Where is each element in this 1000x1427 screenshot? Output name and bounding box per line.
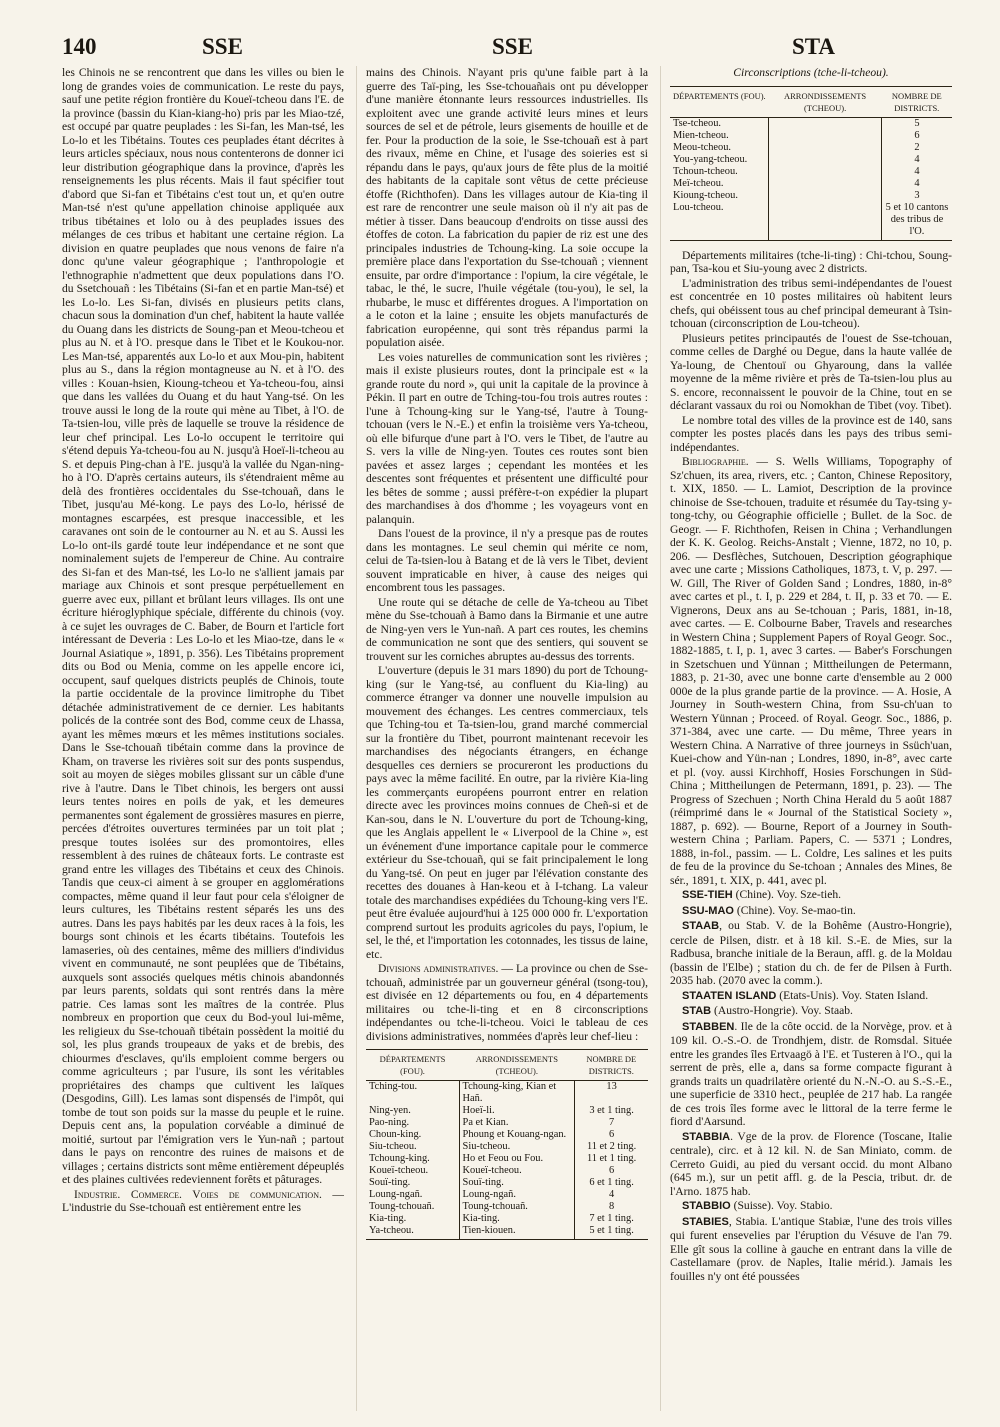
table-row: [670, 130, 952, 142]
entry-text: (Suisse). Voy. Stabio.: [730, 1199, 833, 1212]
table-cell: 8: [575, 1201, 648, 1213]
table-cell: Meou-tcheou.: [673, 141, 731, 153]
table-row: [366, 1141, 648, 1153]
table-cell: Souï-ting.: [369, 1177, 411, 1188]
table-cell: Pao-ning.: [369, 1117, 410, 1128]
table-cell: [769, 130, 882, 142]
paragraph-principalities: Plusieurs petites principautés de l'ouest de Sse-tchouan, comme celles de Darghé ou Degue, dans la haute vallée de Ya-loung, de Chentouï ou Ghyaroung, dans la vallée moyenne de la même rivière et près de Ta-tsien-lou plus au S. encore, reconnaissent le pouvoir de la Chine, tout en se déclarant vassaux du roi ou Nomokhan de Tibet (voy. Tibet).: [670, 331, 952, 412]
table-cell: Toung-tchouañ.: [459, 1201, 575, 1213]
table-cell: 7 et 1 ting.: [575, 1213, 648, 1225]
table-cell: Siu-tcheou.: [369, 1141, 417, 1152]
table-header-districts: NOMBRE DE DISTRICTS.: [575, 1050, 648, 1081]
table-row: [670, 142, 952, 154]
entry-text: (Austro-Hongrie). Voy. Staab.: [711, 1004, 853, 1017]
paragraph-industry-text: — L'industrie du Sse-tchouañ est entièrement entre les: [62, 1187, 344, 1214]
section-heading-industry: Industrie. Commerce. Voies de communication.: [74, 1187, 322, 1201]
table-cell: Ya-tcheou.: [366, 1225, 459, 1240]
table-cell: 5 et 1 ting.: [575, 1225, 648, 1240]
table-cell: Choun-king.: [369, 1129, 422, 1140]
entry-term: SSE-TIEH: [682, 889, 733, 901]
table-cell: [769, 117, 882, 130]
running-header: [62, 30, 952, 62]
column-divider: [356, 66, 357, 1411]
table-row: [366, 1177, 648, 1189]
departments-table: [366, 1049, 648, 1240]
table-header-departments: DÉPARTEMENTS (FOU).: [366, 1050, 459, 1081]
dictionary-entry: [670, 989, 952, 1004]
column-right: [670, 66, 952, 1411]
header-left-term: SSE: [202, 34, 243, 59]
table-row: [366, 1201, 648, 1213]
entry-term: STABIES: [682, 1215, 729, 1228]
table-cell: 2: [881, 142, 952, 154]
table-row: [670, 154, 952, 166]
header-center-term: SSE: [492, 34, 533, 59]
page-number: 140: [62, 34, 97, 59]
table-cell: Tse-tcheou.: [673, 117, 722, 129]
paragraph-city-count: Le nombre total des villes de la province est de 140, sans compter les postes placés dans les pays des tribus semi-indépendantes.: [670, 413, 952, 454]
table-cell: Ho et Feou ou Fou.: [459, 1153, 575, 1165]
table-cell: Tchoun-tcheou.: [673, 165, 738, 177]
paragraph-port-opening: L'ouverture (depuis le 31 mars 1890) du port de Tchoung-king (sur le Yang-tsé, au confluent du Kia-ling) au commerce étranger va donner une nouvelle impulsion au mouvement des échanges. Les centres commerciaux, tels que Tching-tou et Ta-tsien-lou, grand marché commercial sur la frontière du Tibet, pourront maintenant recevoir les marchandises des négociants étrangers, en échange desquelles ces derniers se procureront les productions du pays avec la même facilité. En outre, par la rivière Kia-ling les commerçants européens pourront entrer en relation directe avec les provinces moins connues de Cheñ-si et de Kan-sou, dans le N. L'ouverture du port de Tchoung-king, que les Anglais appellent le « Liverpool de la Chine », est un événement d'une importance capitale pour le commerce extérieur du Sse-tchouañ, qui se fait principalement le long du Yang-tsé. On peut en juger par l'élévation constante des recettes des douanes à Han-keou et à I-tchang. La valeur totale des marchandises expédiées du Tchoung-king vers l'E. peut être évaluée aujourd'hui à 125 000 000 fr. L'exportation comprend surtout les produits agricoles du pays, l'opium, le sel, le thé, et l'importation les cotonnades, les tissus de laine, etc.: [366, 664, 648, 961]
table-row: [670, 190, 952, 202]
entry-term: STABBIO: [682, 1200, 731, 1212]
paragraph-bibliography: [670, 455, 952, 887]
table-cell: Koueï-tcheou.: [459, 1165, 575, 1177]
table-header-districts: NOMBRE DE DISTRICTS.: [881, 86, 952, 117]
dictionary-entry: [670, 1130, 952, 1199]
table-cell: 4: [881, 178, 952, 190]
dictionary-entry: [670, 1004, 952, 1019]
entry-term: STABBIA: [682, 1130, 731, 1143]
paragraph-military-departments: Départements militaires (tche-li-ting) : Chi-tchou, Soung-pan, Tsa-kou et Siu-young avec 2 districts.: [670, 248, 952, 275]
table-cell: [769, 202, 882, 241]
table-row: [366, 1153, 648, 1165]
section-heading-bibliography: Bibliographie.: [682, 455, 749, 468]
table-cell: Mien-tcheou.: [673, 129, 729, 141]
table-row: [366, 1117, 648, 1129]
entry-text: . Vge de la prov. de Florence (Toscane, Italie centrale), circ. et à 12 kil. N. de San Miniato, comm. de Cerreto Guidi, au pied du versant occid. du mont Albano (645 m.), sur un petit affl. g. de la Pescia, tribut. dr. de l'Arno. 1875 hab.: [670, 1129, 952, 1198]
table-row: [366, 1189, 648, 1201]
dictionary-entry: [670, 904, 952, 919]
paragraph-industry: [62, 1188, 344, 1215]
table-cell: Siu-tcheou.: [459, 1141, 575, 1153]
paragraph-tribes-admin: L'administration des tribus semi-indépendantes de l'ouest est concentrée en 10 postes militaires où habitent leurs chefs, qui obéissent tous au chef principal demeurant à Tsin-tchouan (circonscription de Lou-tcheou).: [670, 276, 952, 330]
table-cell: 4: [575, 1189, 648, 1201]
dictionary-entry: [670, 1020, 952, 1129]
circonscriptions-table: [670, 86, 952, 241]
table-cell: [769, 142, 882, 154]
table-cell: 4: [881, 154, 952, 166]
table-cell: 11 et 2 ting.: [575, 1141, 648, 1153]
table-cell: 5 et 10 cantons des tribus de l'O.: [881, 202, 952, 241]
column-left: [62, 66, 344, 1411]
table-row: [670, 117, 952, 130]
dictionary-entry: [670, 888, 952, 903]
paragraph-divisions-text: — La province ou chen de Sse-tchouañ, administrée par un gouverneur général (tsong-tou), est divisée en 12 départements ou fou, en 4 départements militaires ou tche-li-ting et en 8 circonscriptions indépendantes ou tche-li-tcheou. Voici le tableau de ces divisions administratives, nommées d'après leur chef-lieu :: [366, 962, 648, 1043]
table-cell: Pa et Kian.: [459, 1117, 575, 1129]
table-cell: 11 et 1 ting.: [575, 1153, 648, 1165]
table-cell: Tien-kiouen.: [459, 1225, 575, 1240]
table-row: [366, 1081, 648, 1106]
table-cell: [769, 166, 882, 178]
table-row: [366, 1105, 648, 1117]
table-cell: 7: [575, 1117, 648, 1129]
paragraph-west-routes: Dans l'ouest de la province, il n'y a presque pas de routes dans les montagnes. Le seul chemin qui mérite ce nom, celui de Ta-tsien-lou à Batang et de là vers le Tibet, devient souvent impraticable en hiver, à cause des neiges qui encombrent tous les passages.: [366, 527, 648, 594]
table-cell: 3 et 1 ting.: [575, 1105, 648, 1117]
table-cell: Meï-tcheou.: [673, 177, 724, 189]
paragraph-birmanie-route: Une route qui se détache de celle de Ya-tcheou au Tibet mène du Sse-tchouañ à Bamo dans la Birmanie et une autre de Ning-yen vers le Yun-nañ. A part ces routes, les chemins de communication ne sont que des sentiers, qui souvent se trouvent sur les corniches abruptes au-dessus des torrents.: [366, 595, 648, 663]
entry-term: SSU-MAO: [682, 904, 734, 917]
table-cell: [769, 178, 882, 190]
dictionary-entry: [670, 1215, 952, 1284]
table-cell: Phoung et Kouang-ngan.: [459, 1129, 575, 1141]
table-caption: Circonscriptions (tche-li-tcheou).: [733, 66, 889, 79]
entry-text: , Stabia. L'antique Stabiæ, l'une des trois villes qui furent ensevelies par l'éruption du Vésuve de l'an 79. Elle gît sous la colline à gauche en entrant dans la ville de Castellamare (prov. de Naples, Italie mérid.). Jamais les fouilles n'y ont été poussées: [670, 1214, 952, 1283]
entry-term: STAB: [682, 1005, 712, 1017]
table-cell: Loung-ngañ.: [459, 1189, 575, 1201]
table-cell: Kia-ting.: [459, 1213, 575, 1225]
entry-text: , ou Stab. V. de la Bohême (Austro-Hongrie), cercle de Pilsen, distr. et à 18 kil. S.-E. de Mies, sur la Radbusa, branche initiale de la Beraun, affl. g. de la Moldau (bassin de l'Elbe) ; station du ch. de fer de Pilsen à Furth. 2035 hab. (2070 avec la comm.).: [670, 919, 952, 987]
table-cell: 3: [881, 190, 952, 202]
table-header-arrondissements: ARRONDISSEMENTS (TCHEOU).: [459, 1050, 575, 1081]
table-row: [366, 1213, 648, 1225]
table-cell: Koueï-tcheou.: [369, 1165, 429, 1176]
table-row: [670, 166, 952, 178]
entry-text: . Ile de la côte occid. de la Norvège, prov. et à 109 kil. O.-S.-O. de Trondhjem, distr. de Romsdal. Située entre les grandes îles Ertvaagö à l'E. et Tusteren à l'O., qui la serrent de près, elle a, dans sa forme compacte figurant à grands traits un quadrilatère orienté du N.-N.-O. au S.-S.-E., une superficie de 3310 hect., peuplée de 217 hab. La rangée de ces trois îles forme avec le littoral de la terre ferme le fiord d'Aarsund.: [670, 1019, 952, 1128]
entry-term: STAATEN ISLAND: [682, 989, 777, 1002]
entry-text: (Chine). Voy. Se-mao-tin.: [733, 903, 856, 917]
paragraph-industry-cont: mains des Chinois. N'ayant pris qu'une faible part à la guerre des Taï-ping, les Sse-tchouañais ont pu développer d'une manière étonnante leurs ressources industrielles. Ils exploitent avec une grande activité leurs mines et leurs sources de sel et de pétrole, leurs gisements de houille et de fer. Pour la production de la soie, le Sse-tchouañ est à part des rivaux, même en Chine, et l'usage des soieries est si répandu dans le pays, qu'aux jours de fête plus de la moitié des habitants de la capitale sont vêtus de cette précieuse étoffe (Richthofen). Dans les villages autour de Kia-ting il est rare de rencontrer une seule maison où il n'y ait pas de métier à tisser. Dans beaucoup d'endroits on tisse aussi des étoffes de coton. La fabrication du papier de riz est une des principales industries de Tchoung-king. La soie occupe la première place dans l'exportation du Sse-tchouañ ; viennent ensuite, par ordre d'importance : l'opium, la cire végétale, le tabac, le thé, le sucre, l'huile végétale (tou-you), le sel, la rhubarbe, le musc et différentes drogues. A l'importation on a le coton et la laine ; ensuite les objets manufacturés de fabrication européenne, qui sont très répandus parmi la population aisée.: [366, 66, 648, 349]
table-cell: Ning-yen.: [369, 1105, 411, 1116]
column-divider: [660, 66, 661, 1411]
section-heading-divisions: Divisions administratives.: [378, 962, 499, 975]
paragraph-bibliography-text: — S. Wells Williams, Topography of Sz'chuen, its area, rivers, etc. ; Canton, Chinese Repository, t. XIX, 1850. — L. Lamiot, Description de la province chinoise de Sse-tchouen, traduite et résumée du Tay-tsing y-tong-tchy, ou Géographie officielle ; Bullet. de la Soc. de Geogr. — F. Richthofen, Reisen in China ; Verhandlungen der K. K. Geolog. Reichs-Anstalt ; Vienne, 1872, no 10, p. 206. — Desflèches, Sutchouen, Description géographique avec une carte ; Missions Catholiques, 1873, t. V, p. 297. — W. Gill, The River of Golden Sand ; Londres, 1880, in-8° avec cartes et pl., t. I, p. 229 et 284, t. II, p. 33 et 70. — E. Vignerons, Deux ans au Se-tchouan ; Paris, 1881, in-18, avec cartes. — E. Colbourne Baber, Travels and researches in Western China ; Supplement Papers of Royal Geogr. Soc., 1882-1885, t. I, p. 1, avec 3 cartes. — Baber's Forschungen in Szetschuen und Yünnan ; Mittheilungen de Petermann, 1883, p. 21-30, avec une bonne carte d'ensemble au 2 000 000e de la plus grande partie de la province. — A. Hosie, A Journey in South-western China, from Ssu-ch'uan to Western Yünnan ; Proceed. of Royal. Geogr. Soc., 1886, p. 371-384, avec une carte. — Du même, Three years in Western China. A Narrative of three journeys in Ssüch'uan, Kuei-chow and Yün-nan ; Londres, 1890, in-8°, avec carte et pl. (voy. aussi Kirchhoff, Hosies Forschungen in Süd-China ; Mittheilungen de Petermann, 1891, p. 23). — The Progress of Szechuen ; North China Herald du 5 août 1887 (réimprimé dans le « Journal of the Statistical Society », 1887, p. 692). — Bourne, Report of a Journey in South-western China ; Parliam. Papers, C. — 5371 ; Londres, 1888, in-fol., passim. — L. Coldre, Les salines et les puits de feu de la province du Se-tchoan ; Annales des Mines, 8e sér., 1891, t. XIX, p. 441, avec pl.: [670, 455, 952, 887]
dictionary-entry: [670, 1199, 952, 1214]
table-row: [366, 1129, 648, 1141]
table-cell: 6 et 1 ting.: [575, 1177, 648, 1189]
table-row: [670, 202, 952, 241]
entry-text: (Etats-Unis). Voy. Staten Island.: [776, 988, 929, 1002]
table-cell: [769, 154, 882, 166]
table-cell: Hoeï-li.: [459, 1105, 575, 1117]
table-cell: 4: [881, 166, 952, 178]
table-cell: 6: [575, 1165, 648, 1177]
table-cell: Loung-ngañ.: [369, 1189, 423, 1200]
table-row: [366, 1165, 648, 1177]
table-cell: 6: [881, 130, 952, 142]
paragraph-routes: Les voies naturelles de communication sont les rivières ; mais il existe plusieurs routes, dont la principale est « la grande route du nord », qui unit la capitale de la province à Pékin. Il part en outre de Tching-tou-fou trois autres routes : l'une à Tchoung-king sur le Yang-tsé, l'autre à Toung-tchouan (vers le N.-E.) et enfin la troisième vers Ya-tcheou, où elle bifurque d'une part à l'O. vers le Tibet, de l'autre au S. vers la ville de Ning-yen. Toutes ces routes sont bien pavées et assez larges ; cependant les montées et les descentes sont fréquentes et présentent une difficulté pour les bêtes de somme ; aussi préfère-t-on expédier la plupart des marchandises à dos d'homme ; les voyageurs vont en palanquin.: [366, 350, 648, 526]
entry-term: STABBEN: [682, 1020, 735, 1033]
table-cell: 13: [575, 1081, 648, 1106]
table-header-departments: DÉPARTEMENTS (FOU).: [670, 86, 769, 117]
table-cell: Lou-tcheou.: [670, 202, 769, 241]
table-cell: Kia-ting.: [369, 1213, 407, 1224]
table-row: [366, 1225, 648, 1240]
table-cell: Toung-tchouañ.: [369, 1201, 435, 1212]
paragraph-peoples: les Chinois ne se rencontrent que dans les villes ou bien le long de grandes voies de communication. Le reste du pays, sauf une petite région frontière du Koueï-tcheou dans l'E. de la province (bassin du Kian-kiang-ho) pris par les Miao-tzé, est occupé par quatre peuplades : les Si-fan, les Man-tsé, les Lo-lo et les Tibétains. Toutes ces peuplades étant décrites à leurs articles spéciaux, nous nous contenterons de donner ici leur distribution géographique dans la province, d'après les renseignements les plus récents. Mais il faut spécifier tout d'abord que Si-fan et Tibétains c'est tout un, et qu'en outre Man-tsé n'est qu'une appellation chinoise appliquée aux tribus tibétaines et lolo ou à des peuplades issues des mélanges de ces tribus et habitant une certaine région. La division en quatre peuplades que nous venons de faire n'a donc qu'une valeur géographique ; l'anthropologie et l'ethnographie n'admettent que deux populations dans l'O. du Ssetchouañ : les Tibétains (Si-fan et en partie Man-tsé) et les Lo-lo. Les Si-fan, divisés en plusieurs petits clans, chacun sous la domination d'un chef, habitent la haute vallée du Ouang dans les districts de Soung-pan et Meou-tcheou et plus au N. et à l'O. presque dans le Tibet et le Koukou-nor. Les Man-tsé, apparentés aux Lo-lo et aux Mou-pin, habitent plus au S., dans la région montagneuse au N. et à l'O. des villes : Kouan-hsien, Kioung-tcheou et Ya-tcheou-fou, ainsi que dans les vallées du Ouang et du haut Yang-tsé. On les trouve aussi le long de la route qui mène au Tibet, à l'O. de Ta-tsien-lou, ville près de laquelle se trouve la résidence de leur chef principal. Les Lo-lo occupent le territoire qui s'étend depuis Ya-tcheou-fou au N. jusqu'à Hoeï-li-tcheou au S. et depuis Ping-chan à l'E. jusqu'à la vallée du Ngan-ning-ho à l'O. D'après certains auteurs, ils s'étendraient même au delà des frontières occidentales du Sse-tchouañ, dans le Tibet, jusqu'au Mé-kong. Le pays des Lo-lo, hérissé de montagnes escarpées, est presque inaccessible, et les caravanes ont soin de le contourner au N. et au S. Aussi les Lo-lo ont-ils gardé toute leur indépendance et ne sont que nominalement sujets de l'empereur de Chine. Au contraire des Si-fan et des Man-tsé, les Lo-lo ne s'allient jamais par mariage aux Chinois et sont presque perpétuellement en guerre avec eux, pillant et brûlant leurs villages. Ils ont une écriture hiéroglyphique spéciale, différente du chinois (voy. à ce sujet les ouvrages de C. Baber, de Bourn et l'article fort intéressant de Deveria : Les Lo-lo et les Miao-tze, dans le « Journal Asiatique », 1891, p. 356). Les Tibétains proprement dits ou Bod ou Menia, comme on les appelle encore ici, occupent, sauf quelques districts peuplés de Chinois, toute la partie occidentale de la province limitrophe du Tibet détachée administrativement de ce dernier. Les habitants policés de la contrée sont des Bod, comme ceux de Lhassa, ayant les mêmes mœurs et les mêmes institutions sociales. Dans le Sse-tchouañ tibétain comme dans la province de Kham, on traverse les rivières soit sur des ponts suspendus, soit au moyen de sièges mobiles glissant sur un câble d'une rive à l'autre. Dans le Tibet chinois, les bergers ont aussi leurs tentes noires en poils de yak, et les demeures permanentes sont également de grossières masures en pierre, percées d'étroites ouvertures terminées par un toit plat ; presque toutes isolées sur des promontoires, elles ressemblent à des ruines de châteaux forts. Le contraste est grand entre les villages des Tibétains et ceux des Chinois. Tandis que ceux-ci aiment à se grouper en agglomérations compactes, même quand il leur faut pour cela s'éloigner de leurs cultures, les Tibétains restent séparés les uns des autres. Dans les pays habités par les deux races à la fois, les bourgs sont chinois et les écarts tibétains. Toutefois les lamaseries, où des centaines, même des milliers d'individus vivent en communauté, ne sont peuplées que de Tibétains, auxquels sont associés quelques métis chinois abandonnés par leurs parents, soldats qui sont rentrés dans la mère patrie. Ces lamas sont les maîtres de la contrée. Plus nombreux en proportion que ceux du Bod-youl lui-même, les religieux du Sse-tchouañ tibétain possèdent la moitié du sol, les plus grands troupeaux de yaks et de brebis, des chiourmes d'esclaves, qu'ils emploient comme bergers ou comme agriculteurs ; par l'usure, ils sont les véritables propriétaires des champs que cultivent les laïques (Desgodins, Gill). Les lamas sont dispensés de l'impôt, qui tombe de tout son poids sur la masse du peuple et le ruine. Depuis cent ans, la population corvéable a diminué de moitié, surtout par l'émigration vers le Yun-nañ ; partout dans le pays on rencontre des ruines de maisons et de villages ; certains districts sont même entièrement dépeuplés et des plaines cultivées redeviennent forêts et pâturages.: [62, 66, 344, 1186]
table-cell: Tching-tou.: [369, 1081, 418, 1092]
paragraph-divisions: [366, 962, 648, 1043]
entry-text: (Chine). Voy. Sze-tieh.: [732, 888, 842, 901]
table-row: [670, 178, 952, 190]
entry-term: STAAB: [682, 920, 720, 932]
table-cell: Tchoung-king.: [369, 1153, 430, 1164]
table-cell: 5: [881, 117, 952, 130]
column-middle: [366, 66, 648, 1411]
table-cell: Souï-ting.: [459, 1177, 575, 1189]
table-cell: Tchoung-king, Kian et Hañ.: [459, 1081, 575, 1106]
header-right-term: STA: [792, 34, 836, 59]
dictionary-entry: [670, 919, 952, 988]
table-cell: You-yang-tcheou.: [673, 153, 748, 165]
table-cell: 6: [575, 1129, 648, 1141]
table-cell: [769, 190, 882, 202]
table-header-arrondissements: ARRONDISSEMENTS (TCHEOU).: [769, 86, 882, 117]
table-cell: Kioung-tcheou.: [673, 189, 738, 201]
